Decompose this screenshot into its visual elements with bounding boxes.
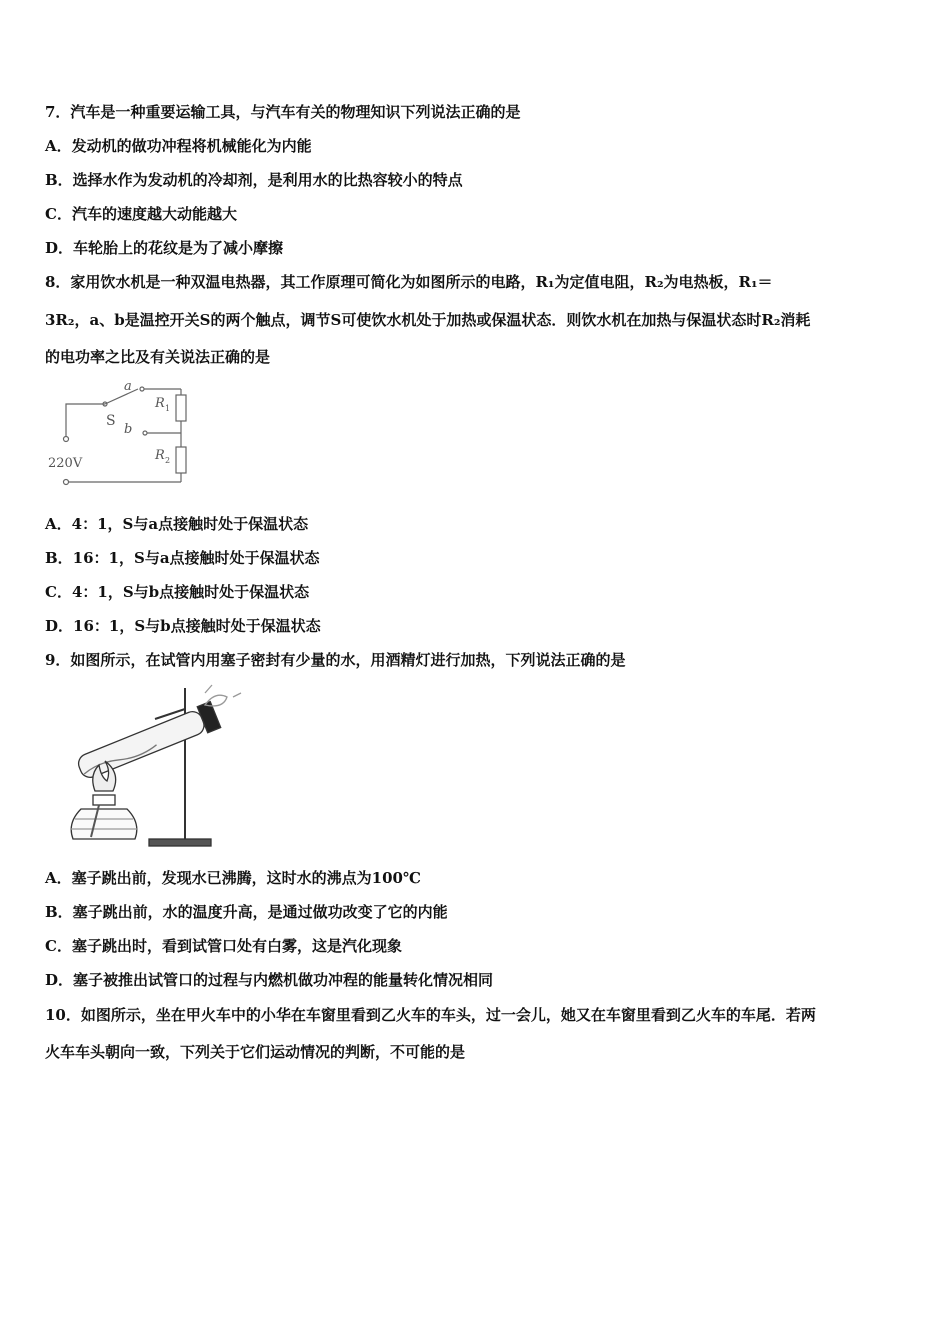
label-r2: R (155, 448, 165, 463)
q10-stem-line-2: 火车车头朝向一致，下列关于它们运动情况的判断，不可能的是 (45, 1043, 466, 1061)
q9-option-b: B．塞子跳出前，水的温度升高，是通过做功改变了它的内能 (45, 903, 448, 921)
q9-stem: 9．如图所示，在试管内用塞子密封有少量的水，用酒精灯进行加热，下列说法正确的是 (45, 651, 626, 669)
label-r1-sub: 1 (165, 404, 171, 413)
test-tube-figure (55, 683, 245, 853)
label-a: a (124, 379, 132, 394)
q7-option-a: A．发动机的做功冲程将机械能化为内能 (45, 137, 312, 155)
q8-option-b: B．16：1，S与a点接触时处于保温状态 (45, 549, 320, 567)
q8-option-d: D．16：1，S与b点接触时处于保温状态 (45, 617, 321, 635)
q9-option-d: D．塞子被推出试管口的过程与内燃机做功冲程的能量转化情况相同 (45, 971, 494, 989)
q8-stem-line-3: 的电功率之比及有关说法正确的是 (45, 348, 271, 366)
label-r2-sub: 2 (165, 456, 171, 465)
q8-option-a: A．4：1，S与a点接触时处于保温状态 (45, 515, 309, 533)
label-r1: R (155, 396, 165, 411)
q10-stem-line-1: 10．如图所示，坐在甲火车中的小华在车窗里看到乙火车的车头，过一会儿，她又在车窗里看到乙火车的车尾．若两 (45, 1006, 816, 1024)
q7-stem: 7．汽车是一种重要运输工具，与汽车有关的物理知识下列说法正确的是 (45, 103, 521, 121)
circuit-diagram (40, 375, 200, 495)
q7-option-b: B．选择水作为发动机的冷却剂，是利用水的比热容较小的特点 (45, 171, 463, 189)
q8-option-c: C．4：1，S与b点接触时处于保温状态 (45, 583, 310, 601)
q8-stem-line-2: 3R₂，a、b是温控开关S的两个触点，调节S可使饮水机处于加热或保温状态．则饮水机在加热与保温状态时R₂消耗 (45, 311, 811, 329)
q9-option-a: A．塞子跳出前，发现水已沸腾，这时水的沸点为100℃ (45, 869, 421, 887)
q9-option-c: C．塞子跳出时，看到试管口处有白雾，这是汽化现象 (45, 937, 402, 955)
q8-stem-line-1: 8．家用饮水机是一种双温电热器，其工作原理可简化为如图所示的电路，R₁为定值电阻，R₂为电热板，R₁＝ (45, 273, 773, 291)
q7-option-c: C．汽车的速度越大动能越大 (45, 205, 237, 223)
q7-option-d: D．车轮胎上的花纹是为了减小摩擦 (45, 239, 284, 257)
label-voltage: 220V (48, 456, 83, 471)
label-s: S (106, 413, 116, 429)
label-b: b (124, 422, 133, 437)
